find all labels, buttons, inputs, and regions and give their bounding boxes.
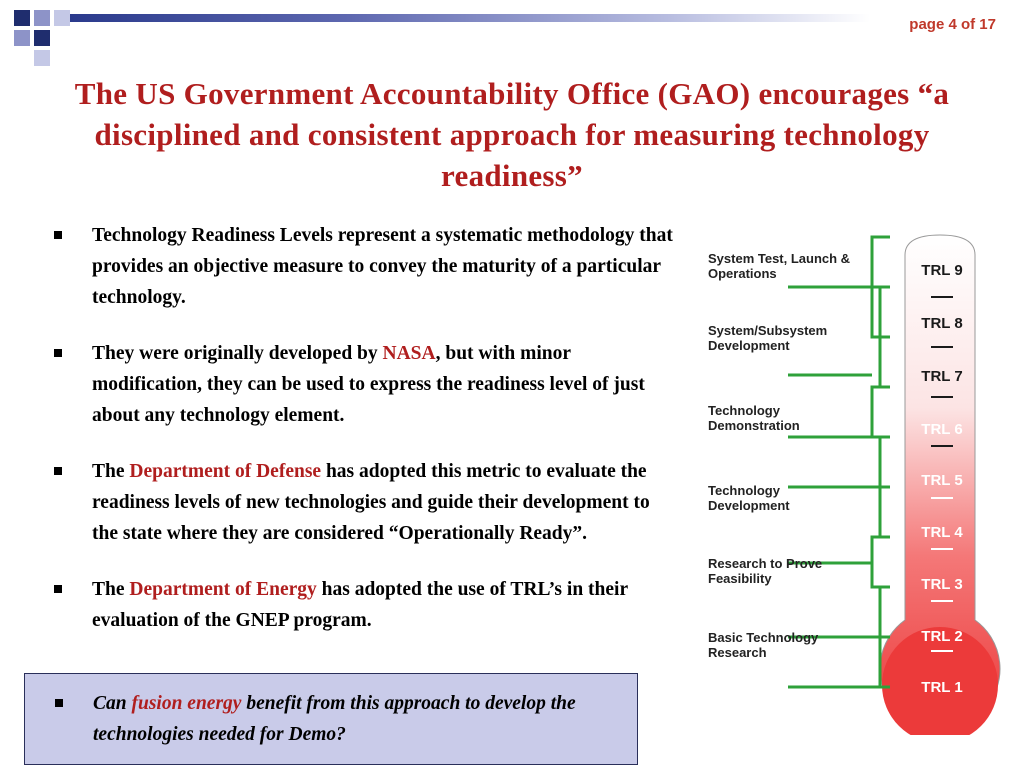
page-number: page 4 of 17 bbox=[909, 16, 996, 33]
bullet-text-pre: The bbox=[92, 579, 130, 600]
bullet-text-post: , but with minor modification, they can be used to express the readiness level of just about any technology element. bbox=[92, 343, 645, 426]
bullet-text-post: has adopted the use of TRL’s in their evaluation of the GNEP program. bbox=[92, 579, 628, 631]
trl-divider bbox=[931, 650, 953, 652]
trl-8-label: TRL 8 bbox=[921, 315, 963, 332]
corner-square-5 bbox=[34, 30, 50, 46]
trl-divider bbox=[931, 346, 953, 348]
trl-divider bbox=[931, 296, 953, 298]
bullet-marker bbox=[54, 349, 62, 357]
trl-divider bbox=[931, 497, 953, 499]
corner-square-2 bbox=[34, 10, 50, 26]
trl-1-label: TRL 1 bbox=[921, 679, 963, 696]
question-callout bbox=[24, 673, 638, 765]
slide-title: The US Government Accountability Office (GAO) encourages “a disciplined and consistent approach for measuring technology readiness” bbox=[74, 76, 950, 193]
trl-2-label: TRL 2 bbox=[921, 628, 963, 645]
trl-9-label: TRL 9 bbox=[921, 262, 963, 279]
bullet-text-pre: They were originally developed by bbox=[92, 343, 383, 364]
trl-4-label: TRL 4 bbox=[921, 524, 963, 541]
trl-divider bbox=[931, 445, 953, 447]
stage-label-5: Research to Prove Feasibility bbox=[708, 556, 823, 586]
bullet-text-pre: The bbox=[92, 461, 130, 482]
bullet-2 bbox=[54, 338, 674, 431]
trl-divider bbox=[931, 600, 953, 602]
stage-label-4: Technology Development bbox=[708, 483, 790, 513]
trl-divider bbox=[931, 548, 953, 550]
trl-5-label: TRL 5 bbox=[921, 472, 963, 489]
trl-7-label: TRL 7 bbox=[921, 368, 963, 385]
header-rule bbox=[70, 14, 870, 22]
corner-square-1 bbox=[14, 10, 30, 26]
corner-square-4 bbox=[14, 30, 30, 46]
bullet-marker bbox=[54, 585, 62, 593]
bracket-group bbox=[788, 237, 890, 687]
dod-highlight: Department of Defense bbox=[129, 461, 322, 482]
nasa-highlight: NASA bbox=[382, 343, 436, 364]
bullet-marker bbox=[54, 231, 62, 239]
callout-text-post: benefit from this approach to develop the technologies needed for Demo? bbox=[93, 693, 576, 745]
trl-3-label: TRL 3 bbox=[921, 576, 963, 593]
fusion-highlight: fusion energy bbox=[131, 693, 242, 714]
corner-square-6 bbox=[34, 50, 50, 66]
bullet-3 bbox=[54, 456, 674, 549]
bullet-marker bbox=[55, 699, 63, 707]
bullet-marker bbox=[54, 467, 62, 475]
stage-label-3: Technology Demonstration bbox=[708, 403, 800, 433]
stage-label-6: Basic Technology Research bbox=[708, 630, 819, 660]
bullet-4 bbox=[54, 574, 674, 636]
trl-6-label: TRL 6 bbox=[921, 421, 963, 438]
trl-divider bbox=[931, 396, 953, 398]
bullet-1 bbox=[54, 220, 674, 313]
doe-highlight: Department of Energy bbox=[129, 579, 317, 600]
corner-square-3 bbox=[54, 10, 70, 26]
stage-label-1: System Test, Launch & Operations bbox=[708, 251, 851, 281]
bullet-list bbox=[54, 220, 674, 661]
callout-bullet bbox=[55, 688, 653, 750]
stage-label-2: System/Subsystem Development bbox=[708, 323, 828, 353]
callout-text-pre: Can bbox=[93, 693, 132, 714]
bullet-text-post: has adopted this metric to evaluate the readiness levels of new technologies and guide their development to the state where they are considered “Operationally Ready”. bbox=[92, 461, 650, 544]
bullet-text: Technology Readiness Levels represent a systematic methodology that provides an objective measure to convey the maturity of a particular technology. bbox=[92, 225, 673, 308]
